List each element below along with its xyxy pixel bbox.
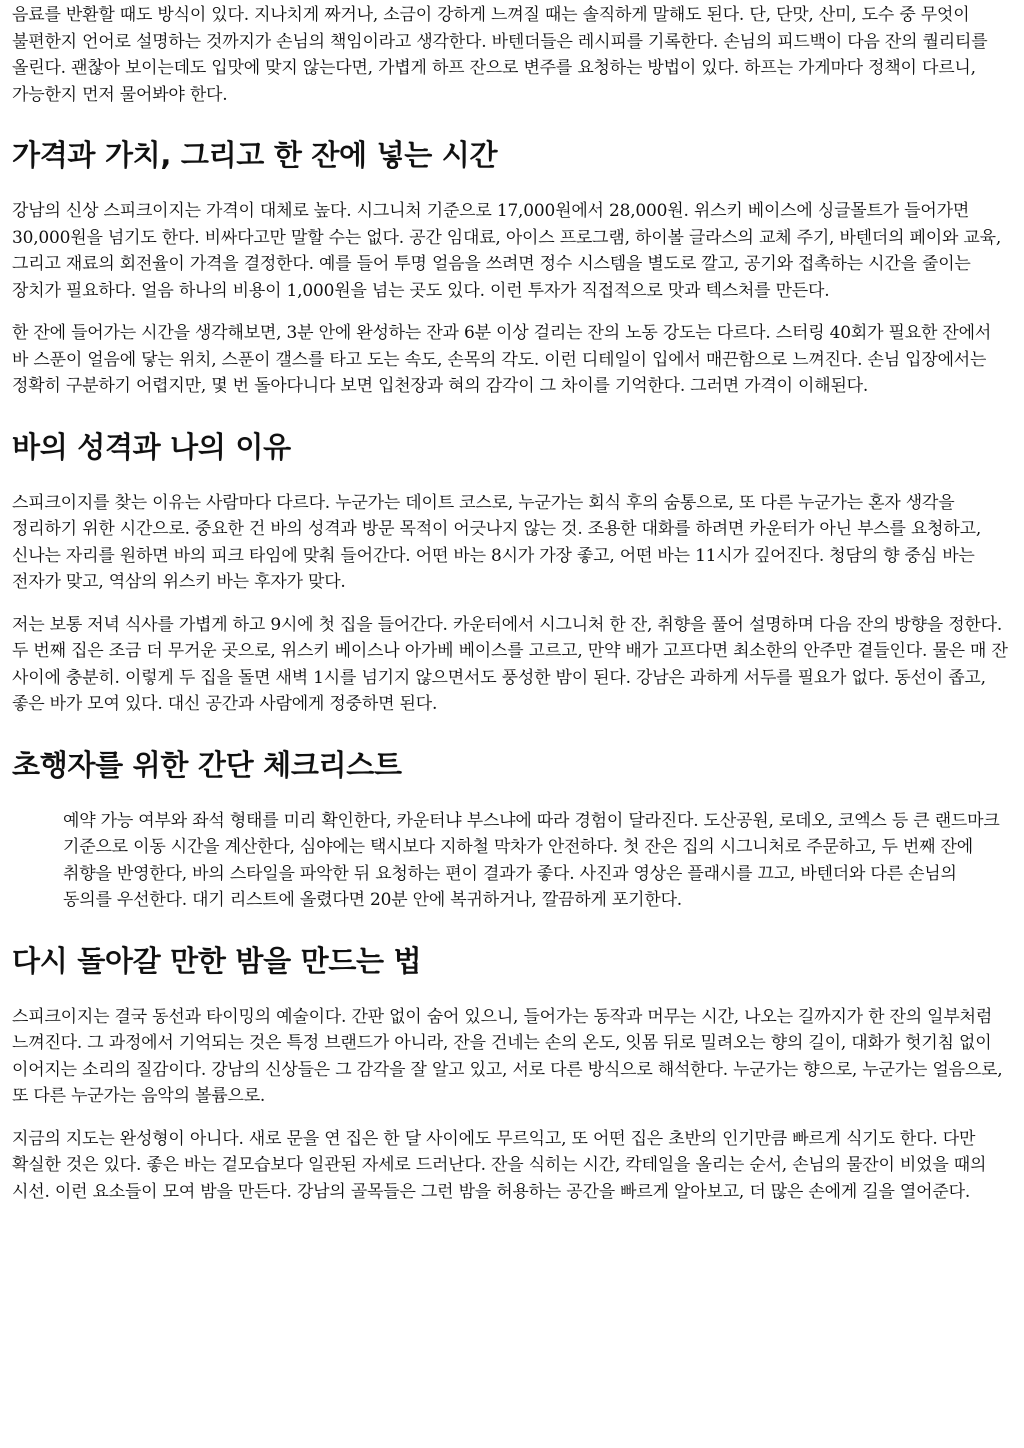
section-heading-bar-character: 바의 성격과 나의 이유	[12, 429, 291, 464]
section-heading-return-night: 다시 돌아갈 만한 밤을 만드는 법	[12, 943, 422, 978]
intro-paragraph: 음료를 반환할 때도 방식이 있다. 지나치게 짜거나, 소금이 강하게 느껴질 때는 솔직하게 말해도 된다. 단, 단맛, 산미, 도수 중 무엇이 불편한지 언어로 설명하는 것까지가 손님의 책임이라고 생각한다. 바텐더들은 레시피를 기록한다. 손님의 피드백이 다음 잔의 퀄리티를 올린다. 괜찮아 보이는데도 입맛에 맞지 않는다면, 가볍게 하프 잔으로 변주를 요청하는 방법이 있다. 하프는 가게마다 정책이 다르니, 가능한지 먼저 물어봐야 한다.	[12, 5, 988, 105]
article-body	[12, 0, 1010, 1205]
paragraph-timing-art: 스피크이지는 결국 동선과 타이밍의 예술이다. 간판 없이 숨어 있으니, 들어가는 동작과 머무는 시간, 나오는 길까지가 한 잔의 일부처럼 느껴진다. 그 과정에서 기억되는 것은 특정 브랜드가 아니라, 잔을 건네는 손의 온도, 잇몸 뒤로 밀려오는 향의 길이, 대화가 헛기침 없이 이어지는 소리의 질감이다. 강남의 신상들은 그 감각을 잘 알고 있고, 서로 다른 방식으로 해석한다. 누군가는 향으로, 누군가는 얼음으로, 또 다른 누군가는 음악의 볼륨으로.	[12, 1006, 1003, 1106]
paragraph-reasons: 스피크이지를 찾는 이유는 사람마다 다르다. 누군가는 데이트 코스로, 누군가는 회식 후의 숨통으로, 또 다른 누군가는 혼자 생각을 정리하기 위한 시간으로. 중요한 건 바의 성격과 방문 목적이 어긋나지 않는 것. 조용한 대화를 하려면 카운터가 아닌 부스를 요청하고, 신나는 자리를 원하면 바의 피크 타임에 맞춰 들어간다. 어떤 바는 8시가 가장 좋고, 어떤 바는 11시가 깊어진다. 청담의 향 중심 바는 전자가 맞고, 역삼의 위스키 바는 후자가 맞다.	[12, 492, 982, 592]
paragraph-time-per-drink: 한 잔에 들어가는 시간을 생각해보면, 3분 안에 완성하는 잔과 6분 이상 걸리는 잔의 노동 강도는 다르다. 스터링 40회가 필요한 잔에서 바 스푼이 얼음에 닿는 위치, 스푼이 갤스를 타고 도는 속도, 손목의 각도. 이런 디테일이 입에서 매끈함으로 느껴진다. 손님 입장에서는 정확히 구분하기 어렵지만, 몇 번 돌아다니다 보면 입천장과 혀의 감각이 그 차이를 기억한다. 그러면 가격이 이해된다.	[12, 323, 992, 396]
checklist-blockquote: 예약 가능 여부와 좌석 형태를 미리 확인한다, 카운터냐 부스냐에 따라 경험이 달라진다. 도산공원, 로데오, 코엑스 등 큰 랜드마크 기준으로 이동 시간을 계산한다, 심야에는 택시보다 지하철 막차가 안전하다. 첫 잔은 집의 시그니처로 주문하고, 두 번째 잔에 취향을 반영한다, 바의 스타일을 파악한 뒤 요청하는 편이 결과가 좋다. 사진과 영상은 플래시를 끄고, 바텐더와 다른 손님의 동의를 우선한다. 대기 리스트에 올렸다면 20분 안에 복귀하거나, 깔끔하게 포기한다.	[63, 810, 1000, 910]
paragraph-price: 강남의 신상 스피크이지는 가격이 대체로 높다. 시그니처 기준으로 17,000원에서 28,000원. 위스키 베이스에 싱글몰트가 들어가면 30,000원을 넘기도 한다. 비싸다고만 말할 수는 없다. 공간 임대료, 아이스 프로그램, 하이볼 글라스의 교체 주기, 바텐더의 페이와 교육, 그리고 재료의 회전율이 가격을 결정한다. 예를 들어 투명 얼음을 쓰려면 정수 시스템을 별도로 깔고, 공기와 접촉하는 시간을 줄이는 장치가 필요하다. 얼음 하나의 비용이 1,000원을 넘는 곳도 있다. 이런 투자가 직접적으로 맛과 텍스처를 만든다.	[12, 201, 1002, 301]
section-heading-checklist: 초행자를 위한 간단 체크리스트	[12, 747, 402, 782]
section-heading-price-value: 가격과 가치, 그리고 한 잔에 넣는 시간	[12, 138, 498, 172]
paragraph-my-route: 저는 보통 저녁 식사를 가볍게 하고 9시에 첫 집을 들어간다. 카운터에서 시그니처 한 잔, 취향을 풀어 설명하며 다음 잔의 방향을 정한다. 두 번째 집은 조금 더 무거운 곳으로, 위스키 베이스나 아가베 베이스를 고르고, 만약 배가 고프다면 최소한의 안주만 곁들인다. 물은 매 잔 사이에 충분히. 이렇게 두 집을 돌면 새벽 1시를 넘기지 않으면서도 풍성한 밤이 된다. 강남은 과하게 서두를 필요가 없다. 동선이 좁고, 좋은 바가 모여 있다. 대신 공간과 사람에게 정중하면 된다.	[12, 614, 1008, 714]
paragraph-map-not-final: 지금의 지도는 완성형이 아니다. 새로 문을 연 집은 한 달 사이에도 무르익고, 또 어떤 집은 초반의 인기만큼 빠르게 식기도 한다. 다만 확실한 것은 있다. 좋은 바는 겉모습보다 일관된 자세로 드러난다. 잔을 식히는 시간, 칵테일을 올리는 순서, 손님의 물잔이 비었을 때의 시선. 이런 요소들이 모여 밤을 만든다. 강남의 골목들은 그런 밤을 허용하는 공간을 빠르게 알아보고, 더 많은 손에게 길을 열어준다.	[12, 1128, 987, 1202]
